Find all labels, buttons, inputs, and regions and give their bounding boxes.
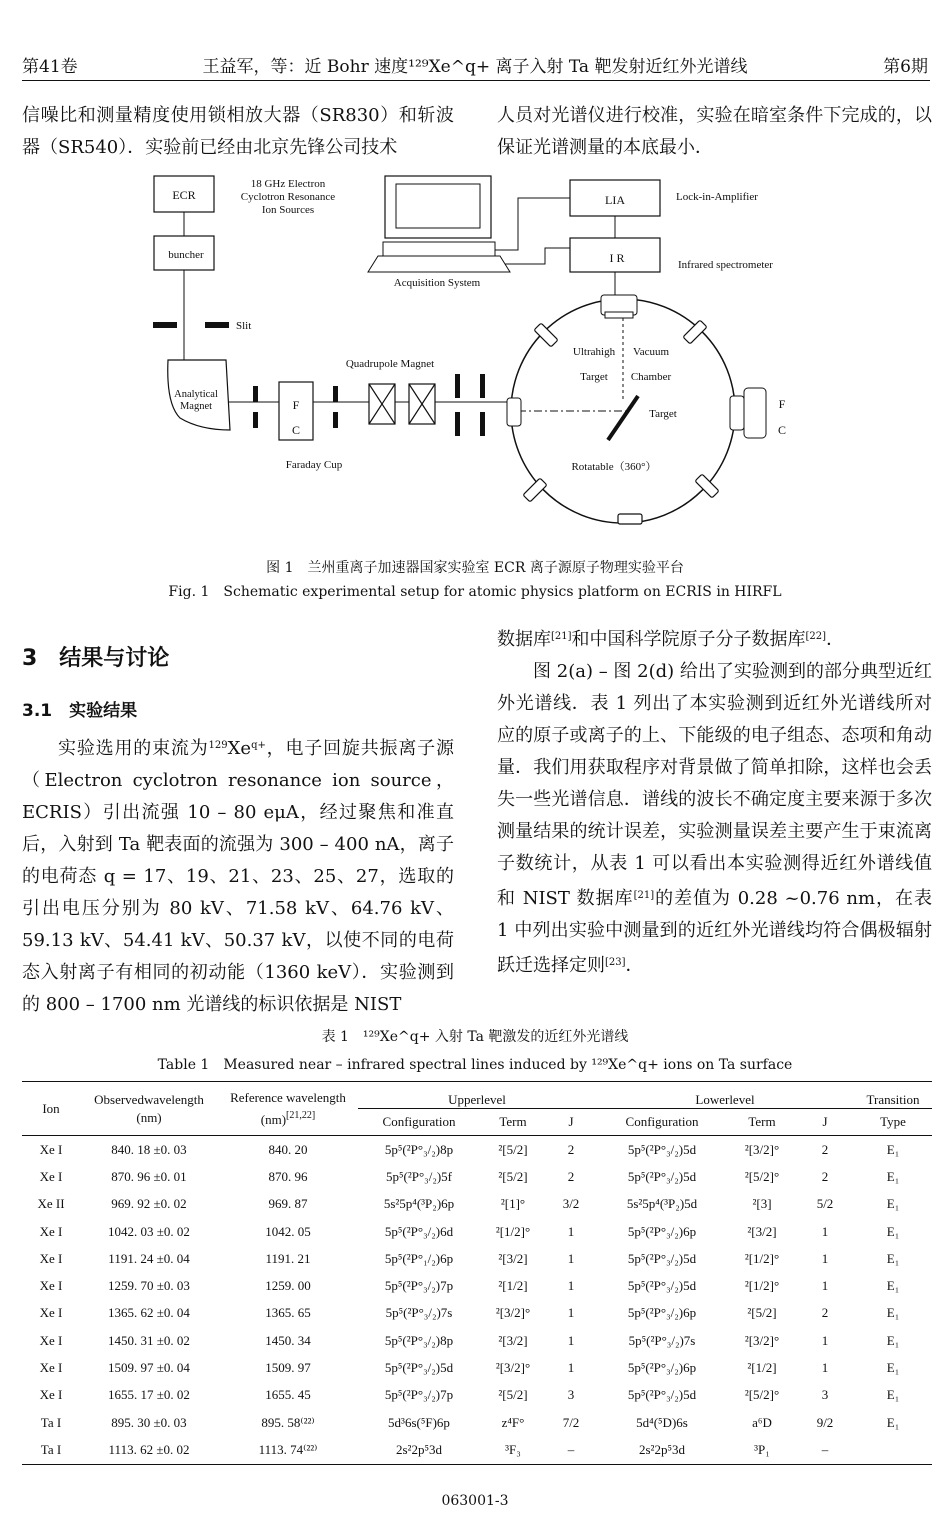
table-cell: 1450. 34 bbox=[265, 1332, 311, 1348]
table-row bbox=[22, 1382, 932, 1409]
table-cell: ²[3/2]° bbox=[744, 1141, 780, 1157]
table-row bbox=[22, 1191, 932, 1218]
table-cell: ²[5/2]° bbox=[744, 1168, 780, 1184]
slit-label: Slit bbox=[236, 320, 252, 332]
table-cell: 5p⁵(²P°₃/₂)6p bbox=[627, 1305, 697, 1321]
table-cell: Xe I bbox=[39, 1168, 63, 1184]
table-cell: Xe I bbox=[39, 1332, 63, 1348]
table-cell: 3 bbox=[567, 1387, 575, 1403]
th-type: Type bbox=[854, 1109, 932, 1136]
table-row bbox=[22, 1300, 932, 1327]
table-cell: 1365. 65 bbox=[265, 1305, 311, 1321]
subsection-title: 3.1 实验结果 bbox=[22, 701, 138, 721]
table-cell: 840. 18 ±0. 03 bbox=[111, 1141, 187, 1157]
table-cell: ²[5/2]° bbox=[744, 1387, 780, 1403]
table-cell: 895. 58⁽²²⁾ bbox=[261, 1414, 315, 1430]
table-cell: Ta I bbox=[40, 1414, 62, 1430]
table-row bbox=[22, 1436, 932, 1464]
table-cell: Xe I bbox=[39, 1278, 63, 1294]
table-cell: ³P₁ bbox=[728, 1436, 796, 1464]
table-cell: 2 bbox=[567, 1168, 575, 1184]
table-cell: 1509. 97 bbox=[265, 1360, 311, 1376]
table-row bbox=[22, 1136, 932, 1164]
th-lower-config: Configuration bbox=[596, 1109, 728, 1136]
table-row bbox=[22, 1409, 932, 1436]
table-cell: 5p⁵(²P°₃/₂)5d bbox=[627, 1278, 697, 1294]
table-row bbox=[22, 1327, 932, 1354]
table-cell: 5p⁵(²P°₃/₂)5d bbox=[384, 1360, 454, 1376]
table-cell: 1 bbox=[821, 1223, 829, 1239]
table-row bbox=[22, 1163, 932, 1190]
table-cell: E₁ bbox=[886, 1305, 900, 1321]
table-caption-en: Table 1 Measured near – infrared spectral lines induced by ¹²⁹Xe^q+ ions on Ta surface bbox=[157, 1057, 793, 1073]
table-cell: E₁ bbox=[886, 1168, 900, 1184]
analytical-label-1: Analytical bbox=[174, 389, 218, 400]
table-cell: Xe I bbox=[39, 1360, 63, 1376]
table-cell: ²[5/2] bbox=[498, 1141, 528, 1157]
table-cell: 1 bbox=[567, 1332, 575, 1348]
volume-label: 第41卷 bbox=[22, 57, 78, 77]
ecr-label: ECR bbox=[172, 188, 196, 202]
table-cell: 870. 96 ±0. 01 bbox=[111, 1168, 187, 1184]
chamber-l-2: Target bbox=[580, 371, 608, 383]
analytical-label-2: Magnet bbox=[179, 401, 213, 412]
table-cell: 1113. 74⁽²²⁾ bbox=[218, 1436, 358, 1464]
target-label: Target bbox=[649, 408, 677, 420]
table-cell: 5p⁵(²P°₃/₂)5d bbox=[627, 1387, 697, 1403]
table-cell: ²[3/2] bbox=[498, 1332, 528, 1348]
acquisition-label: Acquisition System bbox=[393, 277, 481, 289]
table-cell: 1042. 05 bbox=[265, 1223, 311, 1239]
table-cell: ²[3/2] bbox=[747, 1223, 777, 1239]
ecr-note-1: 18 GHz Electron bbox=[250, 178, 326, 190]
table-cell: 870. 96 bbox=[268, 1168, 308, 1184]
table-cell: 5p⁵(²P°₃/₂)5d bbox=[627, 1250, 697, 1266]
table-cell: ²[5/2] bbox=[498, 1168, 528, 1184]
chamber-l-1: Ultrahigh bbox=[572, 346, 616, 358]
table-cell: 5/2 bbox=[816, 1196, 834, 1212]
table-cell: ²[3/2]° bbox=[495, 1360, 531, 1376]
table-cell: 5p⁵(²P°₃/₂)5d bbox=[627, 1141, 697, 1157]
table-cell: E₁ bbox=[886, 1278, 900, 1294]
table-cell: ²[1/2] bbox=[498, 1278, 528, 1294]
table-cell: 5d³6s(⁵F)6p bbox=[388, 1414, 450, 1430]
table-cell: 7/2 bbox=[562, 1414, 580, 1430]
ecr-note-2: Cyclotron Resonance bbox=[240, 191, 336, 203]
table-cell: 1 bbox=[821, 1278, 829, 1294]
th-upper-config: Configuration bbox=[358, 1109, 480, 1136]
table-cell: 5p⁵(²P°₃/₂)7p bbox=[384, 1387, 454, 1403]
th-ion: Ion bbox=[22, 1082, 80, 1136]
ir-desc: Infrared spectrometer bbox=[678, 259, 773, 271]
fc-f: F bbox=[292, 398, 300, 412]
table-cell: 1 bbox=[821, 1360, 829, 1376]
table-1 bbox=[22, 1081, 932, 1465]
figure-caption-cn: 图 1 兰州重离子加速器国家实验室 ECR 离子源原子物理实验平台 bbox=[266, 560, 684, 576]
table-cell: 1259. 70 ±0. 03 bbox=[108, 1278, 190, 1294]
table-cell: 5p⁵(²P°₃/₂)6p bbox=[627, 1223, 697, 1239]
th-lowerlevel: Lowerlevel bbox=[596, 1082, 854, 1109]
table-cell: 1191. 21 bbox=[265, 1250, 311, 1266]
table-cell: 1 bbox=[567, 1223, 575, 1239]
issue-label: 第6期 bbox=[883, 57, 928, 77]
figure-caption-en: Fig. 1 Schematic experimental setup for atomic physics platform on ECRIS in HIRFL bbox=[168, 584, 782, 600]
table-cell: 1365. 62 ±0. 04 bbox=[108, 1305, 190, 1321]
table-cell: 5s²5p⁴(³P₂)5d bbox=[626, 1196, 698, 1212]
intro-right-text: 人员对光谱仪进行校准，实验在暗室条件下完成的，以保证光谱测量的本底最小． bbox=[497, 105, 932, 158]
table-cell: E₁ bbox=[886, 1332, 900, 1348]
figure-1-schematic bbox=[0, 168, 950, 538]
table-cell: Xe I bbox=[39, 1305, 63, 1321]
th-lower-term: Term bbox=[728, 1109, 796, 1136]
table-cell: E₁ bbox=[886, 1414, 900, 1430]
table-cell: 1 bbox=[567, 1278, 575, 1294]
table-cell: 1655. 17 ±0. 02 bbox=[108, 1387, 190, 1403]
table-cell: – bbox=[796, 1436, 854, 1464]
header-rule bbox=[22, 80, 930, 81]
table-cell: 2s²2p⁵3d bbox=[358, 1436, 480, 1464]
page-number: 063001-3 bbox=[441, 1493, 509, 1509]
chamber-r-2: Chamber bbox=[630, 371, 672, 383]
table-cell: 1042. 03 ±0. 02 bbox=[108, 1223, 190, 1239]
table-cell: 1 bbox=[567, 1250, 575, 1266]
table-cell: 5p⁵(²P°₃/₂)7s bbox=[628, 1332, 696, 1348]
th-upper-term: Term bbox=[480, 1109, 546, 1136]
table-cell: 1 bbox=[567, 1360, 575, 1376]
table-cell: 969. 87 bbox=[268, 1196, 308, 1212]
table-caption-cn: 表 1 ¹²⁹Xe^q+ 入射 Ta 靶激发的近红外光谱线 bbox=[321, 1029, 629, 1045]
table-cell: ²[5/2] bbox=[747, 1305, 777, 1321]
table-cell: ²[1/2] bbox=[747, 1360, 777, 1376]
table-cell: 1 bbox=[821, 1250, 829, 1266]
table-cell: ²[3/2] bbox=[498, 1250, 528, 1266]
body-left-text: 实验选用的束流为$^{129}Xe^{q+}$，电子回旋共振离子源（Electron cyclotron resonance ion source，ECRIS）引出流强 10 – 80 eμA，经过聚焦和准直后，入射到 Ta 靶表面的流强为 300 – 400 nA，离子的电荷态 q = 17、19、21、23、25、27，选取的引出电压分别为 80 kV、71.58 kV、64.76 kV、59.13 kV、54.41 kV、50.37 kV，以使不同的电荷态入射离子有相同的初动能（1360 keV）．实验测到的 800 – 1700 nm 光谱线的标识依据是 NIST bbox=[22, 738, 455, 1015]
table-cell: 5p⁵(²P°₁/₂)6p bbox=[384, 1250, 454, 1266]
th-reference: Reference wavelength (nm)[21,22] bbox=[218, 1082, 358, 1136]
table-cell: 895. 30 ±0. 03 bbox=[111, 1414, 187, 1430]
chamber-r-1: Vacuum bbox=[632, 346, 670, 358]
ecr-note-3: Ion Sources bbox=[261, 204, 315, 216]
body-right-text: 数据库[21]和中国科学院原子分子数据库[22]． 图 2(a) – 图 2(d) 给出了实验测到的部分典型近红外光谱线．表 1 列出了本实验测到近红外光谱线所对应的原子或离子的上、下能级的电子组态、态项和角动量．我们用获取程序对背景做了简单扣除，这样也会丢失一些光谱信息．谱线的波长不确定度主要来源于多次测量结果的统计误差，实验测量误差主要产生于束流离子数统计，从表 1 可以看出本实验测得近红外谱线值和 NIST 数据库[21]的差值为 0.28 ~0.76 nm，在表 1 中列出实验中测量到的近红外光谱线均符合偶极辐射跃迁选择定则[23]． bbox=[497, 629, 932, 976]
table-cell: 3 bbox=[821, 1387, 829, 1403]
target-plate bbox=[608, 396, 638, 440]
ir-label: I R bbox=[609, 251, 625, 265]
table-cell: 1509. 97 ±0. 04 bbox=[108, 1360, 190, 1376]
slit-left bbox=[153, 322, 177, 328]
lia-label: LIA bbox=[605, 193, 625, 207]
table-cell: 3/2 bbox=[562, 1196, 580, 1212]
table-cell: ²[3] bbox=[752, 1196, 772, 1212]
table-cell: 2 bbox=[821, 1305, 829, 1321]
table-cell: 5p⁵(²P°₃/₂)7p bbox=[384, 1278, 454, 1294]
table-cell: 2 bbox=[821, 1141, 829, 1157]
table-cell: 5p⁵(²P°₃/₂)7s bbox=[385, 1305, 453, 1321]
table-cell: Xe I bbox=[39, 1223, 63, 1239]
table-cell: ²[3/2]° bbox=[744, 1332, 780, 1348]
table-cell: 5p⁵(²P°₃/₂)5d bbox=[627, 1168, 697, 1184]
table-cell: 1 bbox=[567, 1305, 575, 1321]
table-cell: E₁ bbox=[886, 1196, 900, 1212]
table-row bbox=[22, 1354, 932, 1381]
table-cell: Ta I bbox=[22, 1436, 80, 1464]
table-cell: 840. 20 bbox=[268, 1141, 308, 1157]
table-cell: 2 bbox=[567, 1141, 575, 1157]
port-right bbox=[730, 396, 744, 430]
fc-c: C bbox=[291, 423, 301, 437]
fc2-box bbox=[744, 388, 766, 438]
table-cell: 5s²5p⁴(³P₂)6p bbox=[383, 1196, 455, 1212]
table-cell: 5p⁵(²P°₃/₂)8p bbox=[384, 1141, 454, 1157]
table-cell: ²[1]° bbox=[500, 1196, 526, 1212]
table-cell: 969. 92 ±0. 02 bbox=[111, 1196, 187, 1212]
table-cell: E₁ bbox=[886, 1141, 900, 1157]
intro-left-text: 信噪比和测量精度使用锁相放大器（SR830）和斩波器（SR540）．实验前已经由北京先锋公司技术 bbox=[22, 105, 454, 158]
table-cell: a⁶D bbox=[752, 1414, 772, 1430]
table-cell bbox=[854, 1436, 932, 1464]
table-cell: 1113. 62 ±0. 02 bbox=[80, 1436, 218, 1464]
fc2-c: C bbox=[777, 423, 787, 437]
table-cell: 1191. 24 ±0. 04 bbox=[108, 1250, 190, 1266]
port-left bbox=[507, 398, 521, 426]
table-cell: ²[1/2]° bbox=[744, 1250, 780, 1266]
table-cell: – bbox=[546, 1436, 596, 1464]
table-cell: ²[1/2]° bbox=[744, 1278, 780, 1294]
table-cell: Xe I bbox=[39, 1387, 63, 1403]
quadrupole-label: Quadrupole Magnet bbox=[345, 358, 435, 370]
table-cell: 1450. 31 ±0. 02 bbox=[108, 1332, 190, 1348]
table-row bbox=[22, 1218, 932, 1245]
table-cell: E₁ bbox=[886, 1360, 900, 1376]
table-cell: z⁴F° bbox=[501, 1414, 525, 1430]
table-cell: 5p⁵(²P°₃/₂)8p bbox=[384, 1332, 454, 1348]
rotatable-label: Rotatable（360°） bbox=[571, 461, 657, 473]
table-cell: ²[5/2] bbox=[498, 1387, 528, 1403]
table-cell: E₁ bbox=[886, 1250, 900, 1266]
table-row bbox=[22, 1272, 932, 1299]
table-cell: Xe I bbox=[39, 1141, 63, 1157]
fc2-f: F bbox=[778, 397, 786, 411]
th-transition: Transition bbox=[854, 1082, 932, 1109]
table-cell: E₁ bbox=[886, 1223, 900, 1239]
section-title: 3 结果与讨论 bbox=[22, 646, 170, 671]
table-cell: 2 bbox=[821, 1168, 829, 1184]
table-cell: Xe II bbox=[37, 1196, 65, 1212]
table-cell: ²[3/2]° bbox=[495, 1305, 531, 1321]
table-cell: 1655. 45 bbox=[265, 1387, 311, 1403]
table-cell: 5p⁵(²P°₃/₂)5f bbox=[385, 1168, 453, 1184]
th-upper-j: J bbox=[546, 1109, 596, 1136]
table-cell: 1 bbox=[821, 1332, 829, 1348]
th-lower-j: J bbox=[796, 1109, 854, 1136]
th-upperlevel: Upperlevel bbox=[358, 1082, 596, 1109]
table-cell: 5d⁴(⁵D)6s bbox=[636, 1414, 688, 1430]
table-cell: ²[1/2]° bbox=[495, 1223, 531, 1239]
running-title: 王益军，等：近 Bohr 速度¹²⁹Xe^q+ 离子入射 Ta 靶发射近红外光谱线 bbox=[202, 57, 748, 77]
table-cell: 9/2 bbox=[816, 1414, 834, 1430]
buncher-label: buncher bbox=[168, 249, 204, 261]
slit-right bbox=[205, 322, 229, 328]
lia-desc: Lock-in-Amplifier bbox=[676, 191, 758, 203]
th-observed: Observedwavelength (nm) bbox=[80, 1082, 218, 1136]
acquisition-monitor bbox=[385, 176, 491, 238]
table-cell: 2s²2p⁵3d bbox=[596, 1436, 728, 1464]
faraday-label: Faraday Cup bbox=[285, 459, 343, 471]
table-cell: 5p⁵(²P°₃/₂)6d bbox=[384, 1223, 454, 1239]
table-cell: Xe I bbox=[39, 1250, 63, 1266]
table-cell: 1259. 00 bbox=[265, 1278, 311, 1294]
quadrupole-magnet bbox=[369, 384, 435, 424]
table-cell: ³F₃ bbox=[480, 1436, 546, 1464]
table-cell: 5p⁵(²P°₃/₂)6p bbox=[627, 1360, 697, 1376]
table-cell: E₁ bbox=[886, 1387, 900, 1403]
table-row bbox=[22, 1245, 932, 1272]
